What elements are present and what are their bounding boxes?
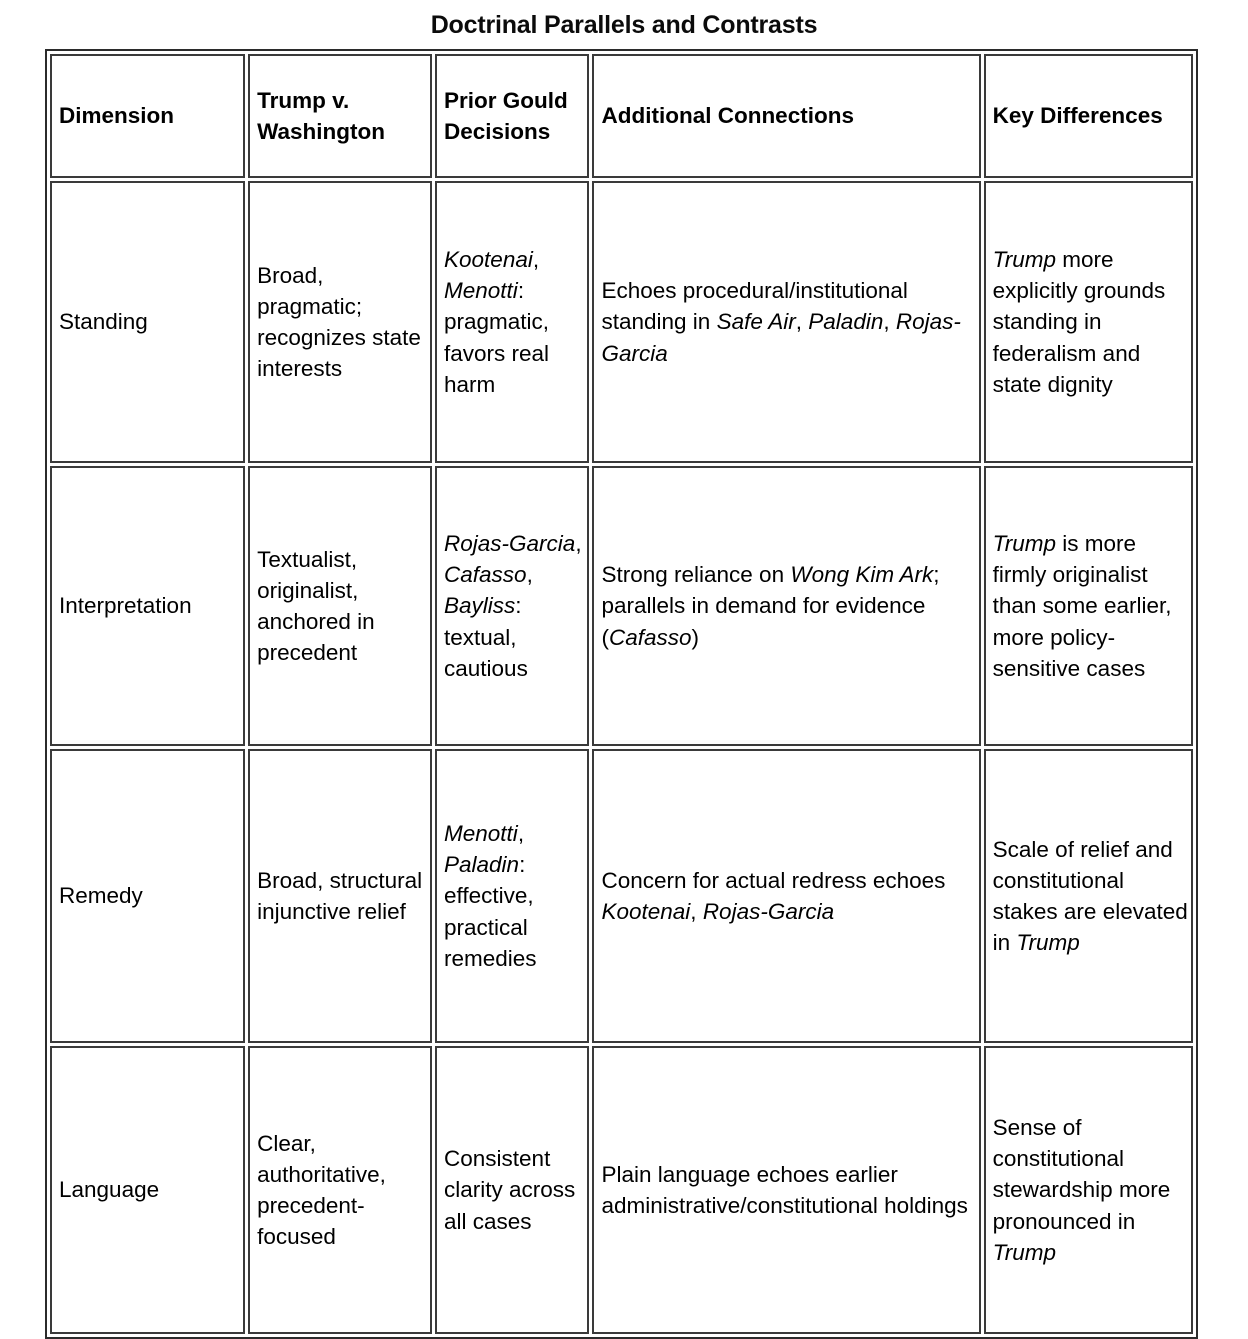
column-header-dimension: Dimension [50, 54, 245, 178]
table-row [50, 466, 1193, 746]
cell-interpretation-trump: Textualist, originalist, anchored in precedent [248, 466, 432, 746]
cell-language-trump: Clear, authoritative, precedent-focused [248, 1046, 432, 1334]
row-header-remedy: Remedy [50, 749, 245, 1043]
doctrinal-comparison-table [45, 49, 1198, 1339]
row-header-interpretation: Interpretation [50, 466, 245, 746]
column-header-key-differences: Key Differences [984, 54, 1193, 178]
cell-language-additional: Plain language echoes earlier administrative/constitutional holdings [592, 1046, 980, 1334]
cell-interpretation-key: Trump is more firmly originalist than some earlier, more policy-sensitive cases [984, 466, 1193, 746]
table-row [50, 1046, 1193, 1334]
cell-standing-trump: Broad, pragmatic; recognizes state interests [248, 181, 432, 463]
column-header-additional-connections: Additional Connections [592, 54, 980, 178]
table-row [50, 181, 1193, 463]
cell-language-key: Sense of constitutional stewardship more pronounced in Trump [984, 1046, 1193, 1334]
row-header-language: Language [50, 1046, 245, 1334]
cell-remedy-trump: Broad, structural injunctive relief [248, 749, 432, 1043]
table-body [50, 181, 1193, 1334]
page-title: Doctrinal Parallels and Contrasts [430, 11, 818, 39]
cell-interpretation-prior: Rojas-Garcia, Cafasso, Bayliss: textual, cautious [435, 466, 589, 746]
cell-remedy-key: Scale of relief and constitutional stakes are elevated in Trump [984, 749, 1193, 1043]
cell-standing-key: Trump more explicitly grounds standing in federalism and state dignity [984, 181, 1193, 463]
column-header-trump-v-washington: Trump v. Washington [248, 54, 432, 178]
cell-standing-prior: Kootenai, Menotti: pragmatic, favors real harm [435, 181, 589, 463]
table-container [0, 49, 1248, 1339]
cell-remedy-prior: Menotti, Paladin: effective, practical remedies [435, 749, 589, 1043]
row-header-standing: Standing [50, 181, 245, 463]
cell-interpretation-additional: Strong reliance on Wong Kim Ark; parallels in demand for evidence (Cafasso) [592, 466, 980, 746]
table-header-row [50, 54, 1193, 178]
cell-remedy-additional: Concern for actual redress echoes Kootenai, Rojas-Garcia [592, 749, 980, 1043]
table-row [50, 749, 1193, 1043]
column-header-prior-gould-decisions: Prior Gould Decisions [435, 54, 589, 178]
cell-language-prior: Consistent clarity across all cases [435, 1046, 589, 1334]
cell-standing-additional: Echoes procedural/institutional standing in Safe Air, Paladin, Rojas-Garcia [592, 181, 980, 463]
table-header [50, 54, 1193, 178]
